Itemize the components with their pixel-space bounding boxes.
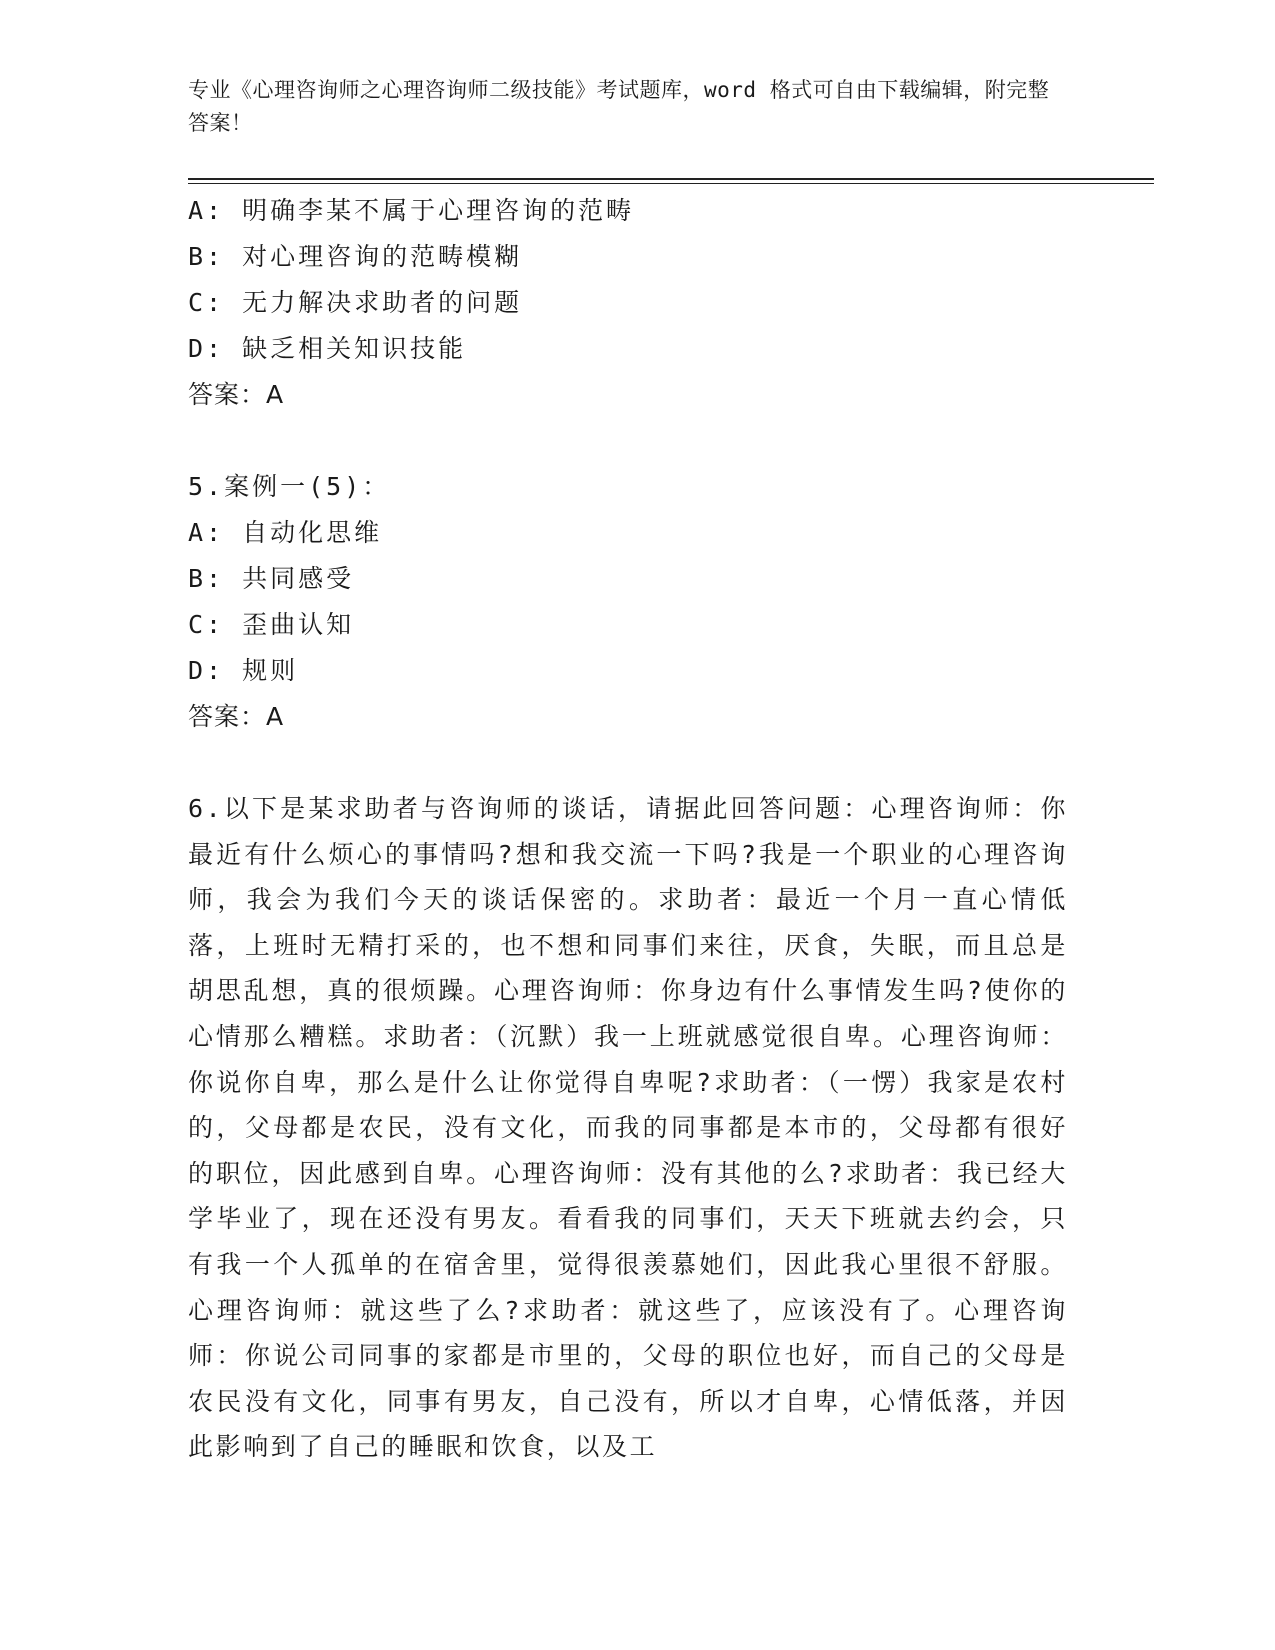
question-title: 5.案例一(5)： — [188, 472, 391, 501]
option-c: C: 歪曲认知 — [188, 610, 355, 639]
spacer — [188, 740, 1078, 786]
document-body — [188, 188, 1078, 1470]
option-a: A: 明确李某不属于心理咨询的范畴 — [188, 196, 635, 225]
answer-label: 答案：A — [188, 380, 285, 409]
option-c: C: 无力解决求助者的问题 — [188, 288, 523, 317]
option-b: B: 对心理咨询的范畴模糊 — [188, 242, 523, 271]
option-d: D: 规则 — [188, 656, 299, 685]
answer-label: 答案：A — [188, 702, 285, 731]
option-a: A: 自动化思维 — [188, 518, 383, 547]
header-divider-thin — [188, 183, 1154, 184]
document-header: 专业《心理咨询师之心理咨询师二级技能》考试题库，word 格式可自由下载编辑，附完整答案！ — [188, 78, 1050, 135]
spacer — [188, 418, 1078, 464]
header-divider-thick — [188, 178, 1154, 180]
question-5-block — [188, 464, 1078, 740]
option-b: B: 共同感受 — [188, 564, 355, 593]
option-d: D: 缺乏相关知识技能 — [188, 334, 467, 363]
question-4-block — [188, 188, 1078, 418]
question-paragraph: 6.以下是某求助者与咨询师的谈话，请据此回答问题：心理咨询师：你最近有什么烦心的事情吗?想和我交流一下吗?我是一个职业的心理咨询师，我会为我们今天的谈话保密的。求助者：最近一个月一直心情低落，上班时无精打采的，也不想和同事们来往，厌食，失眠，而且总是胡思乱想，真的很烦躁。心理咨询师：你身边有什么事情发生吗?使你的心情那么糟糕。求助者：（沉默）我一上班就感觉很自卑。心理咨询师：你说你自卑，那么是什么让你觉得自卑呢?求助者：（一愣）我家是农村的，父母都是农民，没有文化，而我的同事都是本市的，父母都有很好的职位，因此感到自卑。心理咨询师：没有其他的么?求助者：我已经大学毕业了，现在还没有男友。看看我的同事们，天天下班就去约会，只有我一个人孤单的在宿舍里，觉得很羡慕她们，因此我心里很不舒服。心理咨询师：就这些了么?求助者：就这些了，应该没有了。心理咨询师：你说公司同事的家都是市里的，父母的职位也好，而自己的父母是农民没有文化，同事有男友，自己没有，所以才自卑，心情低落，并因此影响到了自己的睡眠和饮食，以及工 — [188, 794, 1068, 1462]
question-6-block — [188, 786, 1078, 1470]
